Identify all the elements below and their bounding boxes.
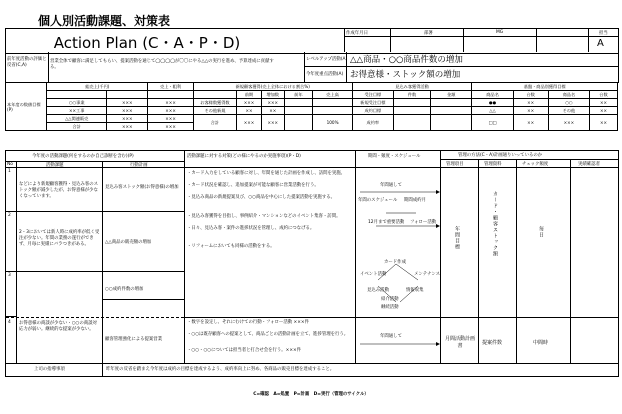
- guidance-text: 昨年度の反省を踏まえ今年度は成約の目標を達成するよう、成約率向上に努め、各商品の販売目標を達成すること。: [106, 367, 335, 372]
- goals-sub-cell: 前期: [237, 91, 262, 99]
- goals-table: [5, 82, 618, 131]
- level-label: レベルアップ活動(A): [306, 57, 348, 62]
- goals-sub-cell: 商品名: [548, 91, 589, 99]
- mgmt-header: 管理の方法(C・A)計画通りいっているのか: [458, 153, 543, 158]
- goals-cell: ×××: [148, 123, 193, 131]
- goals-cell: ××: [589, 107, 617, 115]
- goals-cell: ○○事業: [47, 99, 107, 107]
- goals-cell: 100%: [313, 115, 352, 131]
- issue-sub2: 行動計画: [130, 163, 148, 168]
- goals-h-sales: 総売上(千円): [47, 83, 148, 91]
- schedule-card: カード作成: [384, 260, 406, 265]
- goals-sub-cell: 件数: [393, 91, 430, 99]
- measure-header: 活動課題に対する対策(どの様にやるのか実施事項)(P・D): [187, 154, 301, 159]
- prev-eval-section: [5, 52, 619, 83]
- row-issue: などにより新規顧客獲得・見込み客のストック額が減少したが、お得意様が少なくなっています。: [19, 182, 99, 199]
- goals-cell: △△: [472, 107, 513, 115]
- row-plan: 顧客管理強化による提案営業: [105, 337, 163, 342]
- goals-cell: ××: [237, 107, 262, 115]
- measure-3: ・見込み商品の新規提案及び、○○商品を中心にした提案活動を実施する。: [187, 195, 335, 200]
- goals-cell: お客様数獲得数: [193, 99, 236, 107]
- arrow-head-icon: [436, 342, 440, 346]
- goals-sub-cell: 台数: [513, 91, 548, 99]
- activities-section: [5, 150, 619, 364]
- goals-cell: ○○: [548, 99, 589, 107]
- goals-cell: ×××: [107, 99, 148, 107]
- goals-cell: △△関連販売: [47, 115, 107, 123]
- row-issue: お得意様の商談が少ない・○○の商談対応力が弱い。継続的な提案が少ない。: [19, 321, 97, 332]
- goals-h-gross: 売上・粗利: [148, 83, 193, 91]
- goals-cell: ×××: [107, 115, 148, 123]
- schedule-annual: 年間通して: [380, 183, 402, 188]
- document-title: 個人別活動課題、対策表: [38, 14, 171, 28]
- goals-row-label: 本年度の数値目標(P): [6, 83, 47, 131]
- goals-cell: ××: [513, 115, 548, 131]
- goals-cell: ×××: [237, 115, 262, 131]
- measure-5: ・日々、見込み客・案件の進捗状況を管理し、成約につなげる。: [187, 226, 315, 231]
- mgmt-doc-1: カード・顧客ストック額: [492, 191, 498, 257]
- goals-sub-cell: 増加数: [261, 91, 284, 99]
- goals-sub-cell: 台数: [589, 91, 617, 99]
- goals-sub-cell: 売上高: [313, 91, 352, 99]
- focus-label: 今年度重点活動(A): [306, 72, 344, 77]
- measure-1: ・カード入力をしている顧客に対し、年間を通じた計画を作成し、訪問を実施。: [187, 171, 346, 176]
- goals-row: [6, 107, 618, 115]
- goals-cell: ×××: [107, 107, 148, 115]
- rank-value: A: [597, 38, 604, 49]
- goals-cell: ×××: [261, 99, 284, 107]
- goals-cell: ×××: [148, 99, 193, 107]
- goals-cell: ××: [513, 107, 548, 115]
- measure-7: ・数字を設定し、それにむけての行動・フォロー活動 ×××件: [187, 320, 309, 325]
- goals-cell: 新規受注目標: [352, 99, 393, 107]
- schedule-intro: 紹介活動: [381, 297, 399, 302]
- schedule-cont: 継続活動: [381, 305, 399, 310]
- mgmt-freq-1: 毎日: [538, 226, 544, 238]
- prev-eval-label: 前年度活動の評価と反省(C,A): [7, 57, 47, 68]
- goals-cell: その他新規: [193, 107, 236, 115]
- issue-header: 今年度の活動課題(何をするのか自己診断を含む)(P): [32, 154, 134, 159]
- mgmt-freq-2: 中間時: [533, 340, 549, 346]
- schedule-dec: 12月まで重要活動: [368, 220, 405, 225]
- no-header: No: [7, 162, 13, 167]
- header-table: [5, 28, 619, 54]
- goals-sub-cell: 商品名: [472, 91, 513, 99]
- goals-cell: ×××: [261, 115, 284, 131]
- mgmt-item-2: 月間活動計画書: [444, 336, 475, 349]
- mgmt-col-1: 管理項目: [446, 162, 464, 167]
- goals-cell: ×××: [237, 99, 262, 107]
- rank-label: 担当: [599, 31, 608, 36]
- goals-cell: 合計: [193, 115, 236, 131]
- goals-cell: ×××: [148, 115, 193, 123]
- goals-cell: ×××: [107, 123, 148, 131]
- row-no: 3: [8, 273, 11, 278]
- schedule-follow: フォロー活動: [410, 220, 437, 225]
- footer-legend: C=確認 A=処置 P=計画 D=実行（管理のサイクル）: [253, 392, 369, 397]
- goals-cell: ××工事: [47, 107, 107, 115]
- goals-sub-cell: 前年: [284, 91, 313, 99]
- prev-eval-text: 営業全体で顧客に満足してもらい、提案活動を通じて◯◯◯◯が〇〇にやる△△の実行を進め、予算達成に貢献する。: [50, 59, 274, 70]
- mgmt-col-3: チェック頻度: [522, 162, 549, 167]
- row-no: 1: [8, 169, 11, 174]
- goals-cell: 合計: [47, 123, 107, 131]
- row-no: 4: [8, 320, 11, 325]
- date-label: 作成年月日: [346, 31, 368, 36]
- measure-8: ・○○は既存顧客への提案として、商品ごとの活動計画を立て、進捗管理を行う。: [187, 332, 349, 337]
- level-value: △△商品・○○商品件数の増加: [350, 55, 463, 65]
- arrow-head-icon: [436, 190, 440, 194]
- goals-cell: ××: [589, 115, 617, 131]
- measure-6: ・リフォームにおいても同様の活動をする。: [187, 244, 275, 249]
- mgmt-col-4: 実績確認者: [578, 162, 600, 167]
- schedule-annual-schedule: 年間のスケジュール: [358, 198, 398, 203]
- goals-cell: □□: [472, 115, 513, 131]
- goals-cell: 成約目標: [352, 107, 393, 115]
- goals-cell: ××: [261, 107, 284, 115]
- mg-label: MG: [496, 30, 504, 35]
- goals-h-base: 基盤・商品別獲得目標: [472, 83, 618, 91]
- goals-row: [6, 99, 618, 107]
- goals-row: [6, 115, 618, 123]
- issue-sub1: 活動課題: [46, 163, 64, 168]
- row-plan: △△商品の販売額の増加: [105, 240, 152, 245]
- focus-value: お得意様・ストック額の増加: [350, 70, 461, 80]
- goals-h-visit: 見込み客獲得活動: [352, 83, 472, 91]
- measure-9: ・○○・○○については担当者と打合せ会を行う。×××件: [187, 348, 302, 353]
- mgmt-item-1: 年間目標: [454, 226, 460, 250]
- goals-h-new: 新規顧客獲得(売上全体における割合%): [193, 83, 352, 91]
- goals-cell: ××: [513, 99, 548, 107]
- arrow-head-icon: [436, 224, 440, 228]
- measure-4: ・見込み客獲得を目指し、事例紹介・マンションなどのイベント集客・訪問。: [187, 214, 341, 219]
- dept-label: 部署: [424, 31, 433, 36]
- goals-cell: ×××: [148, 107, 193, 115]
- schedule-header: 期間・頻度・スケジュール: [368, 154, 421, 159]
- row-plan: 見込み客ストック額(お得意様)の増加: [105, 185, 179, 190]
- measure-2: ・カード状況を確認し、追加提案が可能な顧客に営業活動を行う。: [187, 183, 319, 188]
- guidance-label: 上司の指導事項: [34, 367, 65, 372]
- goals-cell: ××: [589, 99, 617, 107]
- action-plan-heading: Action Plan (C・A・P・D): [53, 34, 241, 52]
- schedule-year-target: 期間成約月: [404, 198, 426, 203]
- goals-cell: その他: [548, 107, 589, 115]
- schedule-maint: メンテナンス: [414, 272, 440, 277]
- row-issue: 2・3においては新人時に成約率が低く受注が少ない。年間の業務の遂行ができず、月毎に実績にバラつきがある。: [19, 230, 100, 247]
- row-plan: ○○成約件数の増加: [105, 287, 144, 292]
- schedule-annual-2: 年間通して: [380, 334, 402, 339]
- goals-cell: ×××: [548, 115, 589, 131]
- mgmt-col-2: 管理資料: [484, 162, 502, 167]
- goals-sub-cell: 金額: [431, 91, 472, 99]
- goals-sub-cell: 受注目標: [352, 91, 393, 99]
- schedule-visit: 見込み活動: [367, 288, 389, 293]
- mgmt-doc-2: 提案件数: [482, 340, 503, 346]
- schedule-info: 情報収集: [406, 288, 424, 293]
- guidance-row: [5, 362, 619, 377]
- schedule-event: イベント活動: [360, 272, 387, 277]
- goals-cell: ●●: [472, 99, 513, 107]
- row-no: 2: [8, 213, 11, 218]
- goals-cell: 成約率: [352, 115, 393, 131]
